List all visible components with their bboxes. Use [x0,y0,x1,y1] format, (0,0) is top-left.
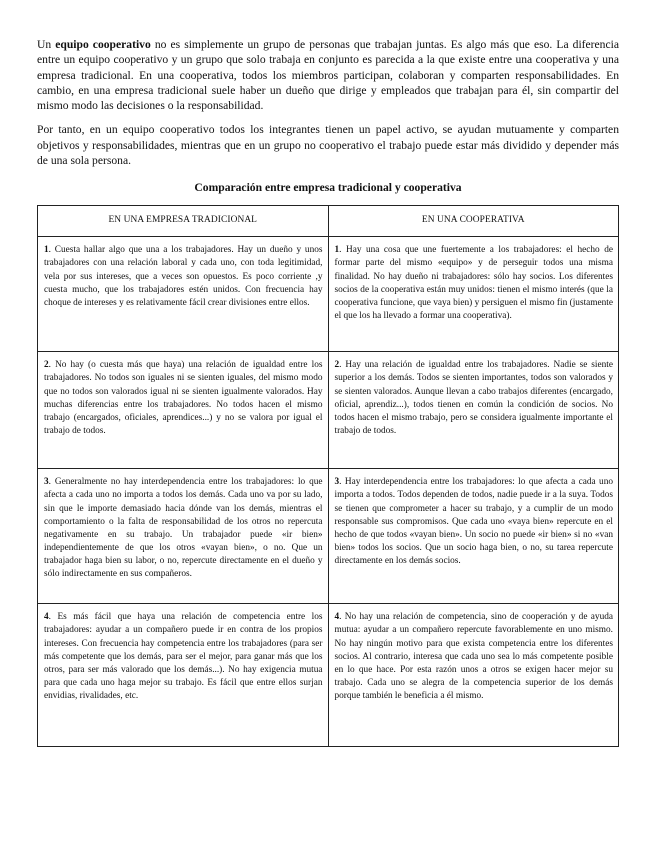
key-term: equipo cooperativo [55,38,151,51]
item-number: 1 [44,245,49,256]
cell-cooperative [328,469,619,604]
intro-paragraph-1 [37,37,619,113]
cell-traditional [38,604,329,747]
item-number: 2 [334,360,340,371]
comparison-table [37,205,619,747]
header-cooperative: EN UNA COOPERATIVA [328,206,619,237]
intro-paragraph-2: Por tanto, en un equipo cooperativo todos los integrantes tienen un papel activo, se ayudan mutuamente y comparten objetivos y responsabilidades, mientras que en un grupo no cooperativo el trabajo puede estar más dividido y depender más de una sola persona. [37,123,619,168]
intro-rest: no es simplemente un grupo de personas que trabajan juntas. Es algo más que eso. La diferencia entre un equipo cooperativo y un grupo que solo trabaja en conjunto es parecida a la que existe entre una cooperativa y una empresa tradicional. En una cooperativa, todos los miembros participan, colaboran y comparten responsabilidades. En cambio, en una empresa tradicional suele haber un dueño que dirige y empleados que trabajan para él, sin compartir del mismo modo las decisiones o la responsabilidad. [37,38,619,113]
cell-text: . Cuesta hallar algo que una a los trabajadores. Hay un dueño y unos trabajadores con una relación laboral y cada uno, con toda legitimidad, vela por sus intereses, que a veces son opuestos. Es poco corriente ,y cuesta mucho, que los trabajadores estén unidos. Con frecuencia hay choque de intereses y es relativamente fácil crear divisiones entre ellos. [44,245,323,308]
cell-traditional [38,352,329,469]
cell-cooperative [328,352,619,469]
table-header-row [38,206,619,237]
item-number: 2 [44,360,49,371]
table-row [38,237,619,352]
item-number: 4 [44,612,49,623]
table-caption: Comparación entre empresa tradicional y cooperativa [194,181,462,195]
table-row [38,604,619,747]
intro-start: Un [37,38,56,51]
item-number: 3 [44,477,49,488]
item-number: 1 [334,245,340,256]
header-traditional: EN UNA EMPRESA TRADICIONAL [38,206,329,237]
cell-cooperative [328,604,619,747]
item-number: 3 [334,477,340,488]
table-row [38,352,619,469]
cell-text: . Hay una relación de igualdad entre los trabajadores. Nadie se siente superior a los demás. Todos se sienten importantes, todos son valorados y se sienten valorados. Aunque llevan a cabo trabajos diferentes (encargado, oficial, aprendiz...), todos tienen en común la condición de socios. No todos hacen el mismo trabajo, pero se considera igualmente importante el trabajo de todos. [334,360,613,436]
cell-traditional [38,237,329,352]
cell-text: . No hay una relación de competencia, sino de cooperación y de ayuda mutua: ayudar a un compañero repercute favorablemente en uno mismo. No hay ningún motivo para que exista competencia entre los diferentes socios. Al contrario, interesa que cada uno sea lo más competente posible en lo que hace. Por esta razón unos a otros se exigen hacer mejor su trabajo. Cada uno se alegra de la competencia superior de los demás porque también le beneficia a él mismo. [334,612,613,701]
item-number: 4 [334,612,340,623]
cell-cooperative [328,237,619,352]
cell-text: . Hay una cosa que une fuertemente a los trabajadores: el hecho de formar parte del mismo «equipo» y de perseguir todos una misma finalidad. No hay dueño ni trabajadores: sólo hay socios. Los diferentes socios de la cooperativa están muy unidos: tienen el mismo interés (que la cooperativa funcione, que vaya bien) y persiguen el mismo fin (justamente el que los ha llevado a formar una cooperativa). [334,245,613,321]
cell-text: . No hay (o cuesta más que haya) una relación de igualdad entre los trabajadores. No todos son iguales ni se sienten iguales, del mismo modo que no todos son valorados igual ni se sienten igualmente valorados. Hay muchas diferencias entre los trabajadores. No todos hacen el mismo trabajo (encargados, oficiales, aprendices...) y no se valora por igual el trabajo de todos. [44,360,323,436]
table-row [38,469,619,604]
cell-traditional [38,469,329,604]
cell-text: . Hay interdependencia entre los trabajadores: lo que afecta a cada uno importa a todos. Todos dependen de todos, nadie puede ir a la suya. Todos se tienen que comprometer a hacer su trabajo, y a cumplir de un modo responsable sus compromisos. Que cada uno «vaya bien» repercute en el hecho de que todos «vayan bien». Un socio no puede «ir bien» si no «van bien» todos los socios. Que un socio haga bien, o no, su tarea repercute directamente en los demás socios. [334,477,613,566]
cell-text: . Generalmente no hay interdependencia entre los trabajadores: lo que afecta a cada uno no importa a todos los demás. Cada uno va por su lado, sin que le importe demasiado hacia dónde van los demás, mientras el comportamiento o la falta de responsabilidad de los otros no repercuta negativamente en su trabajo. Un trabajador puede «ir bien» independientemente de que los otros «vayan bien», o no. Que un trabajador haga bien su labor, o no, repercute directamente en el dueño y sólo indirectamente en sus compañeros. [44,477,323,580]
cell-text: . Es más fácil que haya una relación de competencia entre los trabajadores: ayudar a un compañero puede ir en contra de los propios intereses. Con frecuencia hay competencia entre los trabajadores (para ser más competente que los demás, para ser el mejor, para ganar más que los otros, para ser más valorado que los demás...). No hay exigencia mutua para que cada uno haga mejor su trabajo. Es fácil que entre ellos surjan envidias, rivalidades, etc. [44,612,323,701]
